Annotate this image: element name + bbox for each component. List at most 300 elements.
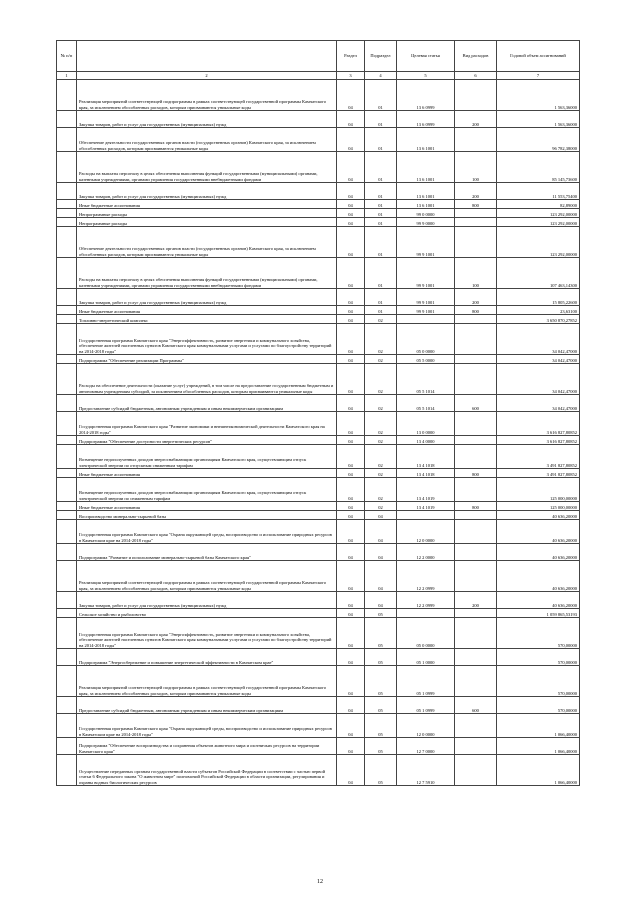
row-razdel: 04 (337, 478, 365, 502)
row-amount: 3 650 870,27852 (497, 315, 580, 324)
row-celevaya-statya: 05 5 0000 (397, 355, 455, 364)
row-amount: 40 636,20000 (497, 511, 580, 520)
row-razdel: 04 (337, 128, 365, 152)
row-number (57, 544, 77, 561)
row-vid-rashodov (455, 755, 497, 786)
row-name: Расходы на обеспечение деятельности (оказание услуг) учреждений, в том числе на предоставление государственным бюджетным и автономным учреждениям субсидий, за исключением обособленных расходов, которым присваиваются уникальные коды (77, 364, 337, 395)
row-amount: 570,00000 (497, 666, 580, 697)
row-celevaya-statya: 13 4 1019 (397, 478, 455, 502)
row-number (57, 209, 77, 218)
table-row (57, 306, 580, 315)
row-amount: 1 066,40000 (497, 714, 580, 738)
row-celevaya-statya: 05 0 0000 (397, 324, 455, 355)
row-razdel: 04 (337, 364, 365, 395)
row-name: Иные бюджетные ассигнования (77, 502, 337, 511)
row-razdel: 04 (337, 395, 365, 412)
table-row (57, 561, 580, 592)
row-vid-rashodov (455, 80, 497, 111)
table-row (57, 520, 580, 544)
column-number: 7 (497, 72, 580, 80)
row-razdel: 04 (337, 445, 365, 469)
row-number (57, 306, 77, 315)
row-celevaya-statya: 12 0 0000 (397, 520, 455, 544)
row-vid-rashodov (455, 227, 497, 258)
row-vid-rashodov: 200 (455, 111, 497, 128)
row-number (57, 436, 77, 445)
row-podrazdel: 01 (365, 111, 397, 128)
table-row (57, 80, 580, 111)
row-podrazdel: 05 (365, 714, 397, 738)
row-vid-rashodov (455, 561, 497, 592)
row-number (57, 200, 77, 209)
row-name: Непрограммные расходы (77, 218, 337, 227)
row-podrazdel: 05 (365, 666, 397, 697)
table-row (57, 755, 580, 786)
table-row (57, 436, 580, 445)
column-number: 4 (365, 72, 397, 80)
row-amount: 123 292,00000 (497, 209, 580, 218)
row-razdel: 04 (337, 714, 365, 738)
table-row (57, 128, 580, 152)
row-name: Государственная программа Камчатского края "Развитие экономики и внешнеэкономической деятельности Камчатского края на 2014-2018 годы" (77, 412, 337, 436)
header-godovoy-obem: Годовой объем ассигнований (497, 41, 580, 72)
row-vid-rashodov: 800 (455, 306, 497, 315)
row-podrazdel: 02 (365, 469, 397, 478)
row-number (57, 412, 77, 436)
row-amount: 1 066,40000 (497, 738, 580, 755)
row-number (57, 128, 77, 152)
row-celevaya-statya: 12 2 0999 (397, 592, 455, 609)
row-name: Государственная программа Камчатского края "Энергоэффективность, развитие энергетики и коммунального хозяйства, обеспечение жителей населенных пунктов Камчатского края коммунальными услугами и услугами по благоустройству территорий на 2014-2018 годы" (77, 618, 337, 649)
row-razdel: 04 (337, 306, 365, 315)
page-number: 12 (317, 879, 323, 885)
row-celevaya-statya: 13 4 1018 (397, 469, 455, 478)
row-podrazdel: 02 (365, 315, 397, 324)
table-row (57, 183, 580, 200)
row-razdel: 04 (337, 520, 365, 544)
row-amount: 3 616 827,80852 (497, 436, 580, 445)
row-podrazdel: 01 (365, 227, 397, 258)
row-name: Подпрограмма "Энергосбережение и повышение энергетической эффективности в Камчатском крае" (77, 649, 337, 666)
row-vid-rashodov: 200 (455, 592, 497, 609)
row-celevaya-statya: 99 0 0000 (397, 209, 455, 218)
row-number (57, 183, 77, 200)
row-podrazdel: 01 (365, 183, 397, 200)
row-podrazdel: 01 (365, 128, 397, 152)
row-name: Воспроизводство минерально-сырьевой базы (77, 511, 337, 520)
row-vid-rashodov (455, 666, 497, 697)
row-celevaya-statya (397, 609, 455, 618)
row-name: Обеспечение деятельности государственных органов власти (государственных органов) Камчатского края, за исключением обособленных расходов, которым присваиваются уникальные коды (77, 227, 337, 258)
table-row (57, 111, 580, 128)
row-vid-rashodov (455, 478, 497, 502)
row-podrazdel: 05 (365, 738, 397, 755)
header-vid-rashodov: Вид расходов (455, 41, 497, 72)
row-vid-rashodov (455, 218, 497, 227)
table-row (57, 738, 580, 755)
row-razdel: 04 (337, 183, 365, 200)
row-razdel: 04 (337, 738, 365, 755)
row-amount: 96 782,38000 (497, 128, 580, 152)
table-row (57, 544, 580, 561)
row-number (57, 755, 77, 786)
row-name: Подпрограмма "Обеспечение доступности энергетических ресурсов" (77, 436, 337, 445)
row-number (57, 649, 77, 666)
row-name: Иные бюджетные ассигнования (77, 469, 337, 478)
row-number (57, 469, 77, 478)
table-row (57, 324, 580, 355)
row-podrazdel: 05 (365, 609, 397, 618)
table-row (57, 511, 580, 520)
row-number (57, 80, 77, 111)
row-razdel: 04 (337, 561, 365, 592)
table-row (57, 315, 580, 324)
row-razdel: 04 (337, 502, 365, 511)
row-amount: 123 292,00000 (497, 227, 580, 258)
row-celevaya-statya: 99 9 1001 (397, 306, 455, 315)
row-celevaya-statya: 13 6 0999 (397, 111, 455, 128)
row-vid-rashodov: 800 (455, 200, 497, 209)
row-vid-rashodov (455, 324, 497, 355)
row-name: Закупка товаров, работ и услуг для государственных (муниципальных) нужд (77, 592, 337, 609)
row-celevaya-statya: 05 1 0999 (397, 666, 455, 697)
table-row (57, 218, 580, 227)
row-amount: 123 292,00000 (497, 218, 580, 227)
row-razdel: 04 (337, 355, 365, 364)
row-vid-rashodov (455, 544, 497, 561)
row-razdel: 04 (337, 436, 365, 445)
table-row (57, 364, 580, 395)
row-amount: 570,00000 (497, 697, 580, 714)
row-number (57, 445, 77, 469)
row-name: Возмещение недополученных доходов энергоснабжающим организациям Камчатского края, осуществляющим отпуск электрической энергии по отпускным сниженным тарифам (77, 445, 337, 469)
row-razdel: 04 (337, 697, 365, 714)
row-name: Иные бюджетные ассигнования (77, 306, 337, 315)
row-celevaya-statya: 05 0 0000 (397, 618, 455, 649)
row-vid-rashodov: 200 (455, 289, 497, 306)
row-podrazdel: 04 (365, 544, 397, 561)
row-vid-rashodov (455, 520, 497, 544)
row-razdel: 04 (337, 289, 365, 306)
header-celevaya-statya: Целевая статья (397, 41, 455, 72)
table-row (57, 592, 580, 609)
budget-allocation-table (56, 40, 580, 786)
column-number: 1 (57, 72, 77, 80)
row-celevaya-statya: 13 6 1001 (397, 183, 455, 200)
row-vid-rashodov (455, 618, 497, 649)
row-celevaya-statya (397, 511, 455, 520)
table-row (57, 152, 580, 183)
row-razdel: 04 (337, 511, 365, 520)
row-podrazdel: 02 (365, 445, 397, 469)
row-razdel: 04 (337, 80, 365, 111)
row-amount: 1 563,36000 (497, 80, 580, 111)
row-razdel: 04 (337, 218, 365, 227)
row-vid-rashodov: 800 (455, 469, 497, 478)
row-razdel: 04 (337, 592, 365, 609)
row-amount: 15 805,22600 (497, 289, 580, 306)
row-number (57, 227, 77, 258)
row-celevaya-statya (397, 315, 455, 324)
table-row (57, 395, 580, 412)
row-name: Подпрограмма "Обеспечение реализации Программы" (77, 355, 337, 364)
row-number (57, 315, 77, 324)
row-podrazdel: 01 (365, 209, 397, 218)
row-celevaya-statya: 12 7 0000 (397, 738, 455, 755)
table-row (57, 609, 580, 618)
row-razdel: 04 (337, 755, 365, 786)
row-name: Закупка товаров, работ и услуг для государственных (муниципальных) нужд (77, 111, 337, 128)
row-amount: 40 636,20000 (497, 520, 580, 544)
row-amount: 1 066,40000 (497, 755, 580, 786)
row-amount: 1 059 865,53193 (497, 609, 580, 618)
row-name: Предоставление субсидий бюджетным, автономным учреждениям и иным некоммерческим организациям (77, 395, 337, 412)
row-podrazdel: 04 (365, 520, 397, 544)
row-vid-rashodov: 100 (455, 152, 497, 183)
row-celevaya-statya: 12 0 0000 (397, 714, 455, 738)
row-name: Обеспечение деятельности государственных органов власти (государственных органов) Камчатского края, за исключением обособленных расходов, которым присваиваются уникальные коды (77, 128, 337, 152)
row-number (57, 511, 77, 520)
row-podrazdel: 04 (365, 511, 397, 520)
row-celevaya-statya: 13 6 1001 (397, 200, 455, 209)
row-amount: 11 553,75400 (497, 183, 580, 200)
row-number (57, 289, 77, 306)
table-row (57, 666, 580, 697)
row-name: Реализация мероприятий соответствующей подпрограммы в рамках соответствующей государственной программы Камчатского края, за исключением обособленных расходов, которым присваиваются уникальные коды (77, 80, 337, 111)
row-vid-rashodov (455, 364, 497, 395)
row-number (57, 714, 77, 738)
row-celevaya-statya: 99 9 1001 (397, 227, 455, 258)
row-celevaya-statya: 12 7 5910 (397, 755, 455, 786)
row-amount: 34 042,47000 (497, 364, 580, 395)
row-amount: 40 636,20000 (497, 561, 580, 592)
row-celevaya-statya: 99 9 1001 (397, 289, 455, 306)
row-number (57, 111, 77, 128)
header-number: № п/п (57, 41, 77, 72)
row-podrazdel: 02 (365, 436, 397, 445)
row-celevaya-statya: 05 5 1014 (397, 364, 455, 395)
row-number (57, 520, 77, 544)
row-razdel: 04 (337, 258, 365, 289)
row-podrazdel: 02 (365, 502, 397, 511)
header-name (77, 41, 337, 72)
row-celevaya-statya: 99 9 1001 (397, 258, 455, 289)
row-number (57, 395, 77, 412)
row-amount: 85 145,73600 (497, 152, 580, 183)
row-number (57, 355, 77, 364)
row-podrazdel: 04 (365, 592, 397, 609)
row-vid-rashodov (455, 511, 497, 520)
row-razdel: 04 (337, 315, 365, 324)
table-row (57, 412, 580, 436)
row-vid-rashodov: 600 (455, 697, 497, 714)
row-name: Государственная программа Камчатского края "Охрана окружающей среды, воспроизводство и использование природных ресурсов в Камчатском крае на 2014-2018 годы" (77, 520, 337, 544)
row-number (57, 618, 77, 649)
column-number: 3 (337, 72, 365, 80)
row-amount: 23,63100 (497, 306, 580, 315)
row-vid-rashodov (455, 445, 497, 469)
row-number (57, 609, 77, 618)
row-celevaya-statya: 05 1 0000 (397, 649, 455, 666)
table-row (57, 649, 580, 666)
table-row (57, 714, 580, 738)
table-row (57, 469, 580, 478)
row-number (57, 258, 77, 289)
row-name: Предоставление субсидий бюджетным, автономным учреждениям и иным некоммерческим организациям (77, 697, 337, 714)
row-amount: 3 491 827,80852 (497, 445, 580, 469)
row-number (57, 324, 77, 355)
row-vid-rashodov (455, 412, 497, 436)
row-razdel: 04 (337, 227, 365, 258)
column-number: 6 (455, 72, 497, 80)
row-razdel: 04 (337, 618, 365, 649)
row-number (57, 561, 77, 592)
row-amount: 107 463,14300 (497, 258, 580, 289)
row-podrazdel: 01 (365, 218, 397, 227)
column-number: 2 (77, 72, 337, 80)
row-vid-rashodov (455, 714, 497, 738)
row-celevaya-statya: 13 6 0999 (397, 80, 455, 111)
row-vid-rashodov (455, 355, 497, 364)
row-podrazdel: 01 (365, 289, 397, 306)
header-razdel: Раздел (337, 41, 365, 72)
row-amount: 570,00000 (497, 649, 580, 666)
row-vid-rashodov: 100 (455, 258, 497, 289)
row-celevaya-statya: 05 5 1014 (397, 395, 455, 412)
row-podrazdel: 01 (365, 152, 397, 183)
row-vid-rashodov (455, 738, 497, 755)
row-podrazdel: 01 (365, 80, 397, 111)
row-celevaya-statya: 13 4 1018 (397, 445, 455, 469)
row-podrazdel: 02 (365, 412, 397, 436)
row-name: Подпрограмма "Развитие и использование минерально-сырьевой базы Камчатского края" (77, 544, 337, 561)
row-name: Закупка товаров, работ и услуг для государственных (муниципальных) нужд (77, 289, 337, 306)
row-amount: 40 636,20000 (497, 544, 580, 561)
table-row (57, 355, 580, 364)
row-amount: 1 563,36000 (497, 111, 580, 128)
row-vid-rashodov (455, 609, 497, 618)
row-name: Закупка товаров, работ и услуг для государственных (муниципальных) нужд (77, 183, 337, 200)
row-razdel: 04 (337, 200, 365, 209)
row-podrazdel: 02 (365, 478, 397, 502)
row-amount: 125 000,00000 (497, 502, 580, 511)
row-name: Непрограммные расходы (77, 209, 337, 218)
row-podrazdel: 01 (365, 200, 397, 209)
row-name: Реализация мероприятий соответствующей подпрограммы в рамках соответствующей государственной программы Камчатского края, за исключением обособленных расходов, которым присваиваются уникальные коды (77, 561, 337, 592)
row-name: Возмещение недополученных доходов энергоснабжающим организациям Камчатского края, осуществляющим отпуск электрической энергии по сниженным тарифам (77, 478, 337, 502)
row-razdel: 04 (337, 649, 365, 666)
row-name: Государственная программа Камчатского края "Охрана окружающей среды, воспроизводство и использование природных ресурсов в Камчатском крае на 2014-2018 годы" (77, 714, 337, 738)
row-number (57, 478, 77, 502)
row-amount: 570,00000 (497, 618, 580, 649)
row-number (57, 738, 77, 755)
row-vid-rashodov (455, 209, 497, 218)
row-podrazdel: 02 (365, 395, 397, 412)
row-vid-rashodov (455, 315, 497, 324)
row-amount: 3 616 827,80852 (497, 412, 580, 436)
table-row (57, 697, 580, 714)
row-name: Расходы на выплаты персоналу в целях обеспечения выполнения функций государственными (муниципальными) органами, казенными учреждениями, органами управления государственными внебюджетными фондами (77, 152, 337, 183)
row-number (57, 364, 77, 395)
row-number (57, 218, 77, 227)
table-row (57, 478, 580, 502)
row-amount: 40 636,20000 (497, 592, 580, 609)
column-number-row (57, 72, 580, 80)
row-celevaya-statya: 99 9 0000 (397, 218, 455, 227)
row-razdel: 04 (337, 666, 365, 697)
row-name: Осуществление переданных органам государственной власти субъектов Российской Федерации в соответствии с частью первой статьи 6 Федерального закона "О животном мире" полномочий Российской Федерации в области организации, регулирования и охраны водных биологических ресурсов (77, 755, 337, 786)
row-razdel: 04 (337, 209, 365, 218)
row-celevaya-statya: 12 2 0000 (397, 544, 455, 561)
row-podrazdel: 01 (365, 306, 397, 315)
row-podrazdel: 05 (365, 697, 397, 714)
row-razdel: 04 (337, 152, 365, 183)
table-row (57, 258, 580, 289)
row-celevaya-statya: 13 4 1019 (397, 502, 455, 511)
row-celevaya-statya: 05 1 0999 (397, 697, 455, 714)
table-row (57, 200, 580, 209)
header-podrazdel: Подраздел (365, 41, 397, 72)
row-number (57, 502, 77, 511)
row-vid-rashodov: 600 (455, 395, 497, 412)
row-number (57, 697, 77, 714)
table-row (57, 209, 580, 218)
row-number (57, 592, 77, 609)
row-amount: 34 042,47000 (497, 355, 580, 364)
row-vid-rashodov (455, 649, 497, 666)
row-podrazdel: 01 (365, 258, 397, 289)
row-name: Топливно-энергетический комплекс (77, 315, 337, 324)
row-razdel: 04 (337, 469, 365, 478)
row-podrazdel: 05 (365, 649, 397, 666)
row-vid-rashodov: 200 (455, 183, 497, 200)
row-name: Подпрограмма "Обеспечение воспроизводства и сохранения объектов животного мира и охотничьих ресурсов на территории Камчатского края" (77, 738, 337, 755)
table-row (57, 445, 580, 469)
row-podrazdel: 04 (365, 561, 397, 592)
row-celevaya-statya: 12 2 0999 (397, 561, 455, 592)
row-celevaya-statya: 13 6 1001 (397, 152, 455, 183)
row-razdel: 04 (337, 544, 365, 561)
row-name: Сельское хозяйство и рыболовство (77, 609, 337, 618)
row-podrazdel: 05 (365, 755, 397, 786)
row-number (57, 152, 77, 183)
table-row (57, 618, 580, 649)
row-name: Государственная программа Камчатского края "Энергоэффективность, развитие энергетики и коммунального хозяйства, обеспечение жителей населенных пунктов Камчатского края коммунальными услугами и услугами по благоустройству территорий на 2014-2018 годы" (77, 324, 337, 355)
row-razdel: 04 (337, 412, 365, 436)
column-number: 5 (397, 72, 455, 80)
row-celevaya-statya: 13 6 1001 (397, 128, 455, 152)
row-celevaya-statya: 13 0 0000 (397, 412, 455, 436)
row-podrazdel: 02 (365, 355, 397, 364)
row-razdel: 04 (337, 609, 365, 618)
row-podrazdel: 02 (365, 364, 397, 395)
row-amount: 34 042,47000 (497, 395, 580, 412)
row-name: Реализация мероприятий соответствующей подпрограммы в рамках соответствующей государственной программы Камчатского края, за исключением обособленных расходов, которым присваиваются уникальные коды (77, 666, 337, 697)
row-amount: 3 491 827,80852 (497, 469, 580, 478)
row-podrazdel: 02 (365, 324, 397, 355)
table-row (57, 502, 580, 511)
row-podrazdel: 05 (365, 618, 397, 649)
row-amount: 82,89000 (497, 200, 580, 209)
row-vid-rashodov (455, 128, 497, 152)
row-vid-rashodov: 800 (455, 502, 497, 511)
row-amount: 125 000,00000 (497, 478, 580, 502)
row-razdel: 04 (337, 111, 365, 128)
row-name: Расходы на выплаты персоналу в целях обеспечения выполнения функций государственными (муниципальными) органами, казенными учреждениями, органами управления государственными внебюджетными фондами (77, 258, 337, 289)
row-number (57, 666, 77, 697)
table-header-row (57, 41, 580, 72)
row-celevaya-statya: 13 4 0000 (397, 436, 455, 445)
